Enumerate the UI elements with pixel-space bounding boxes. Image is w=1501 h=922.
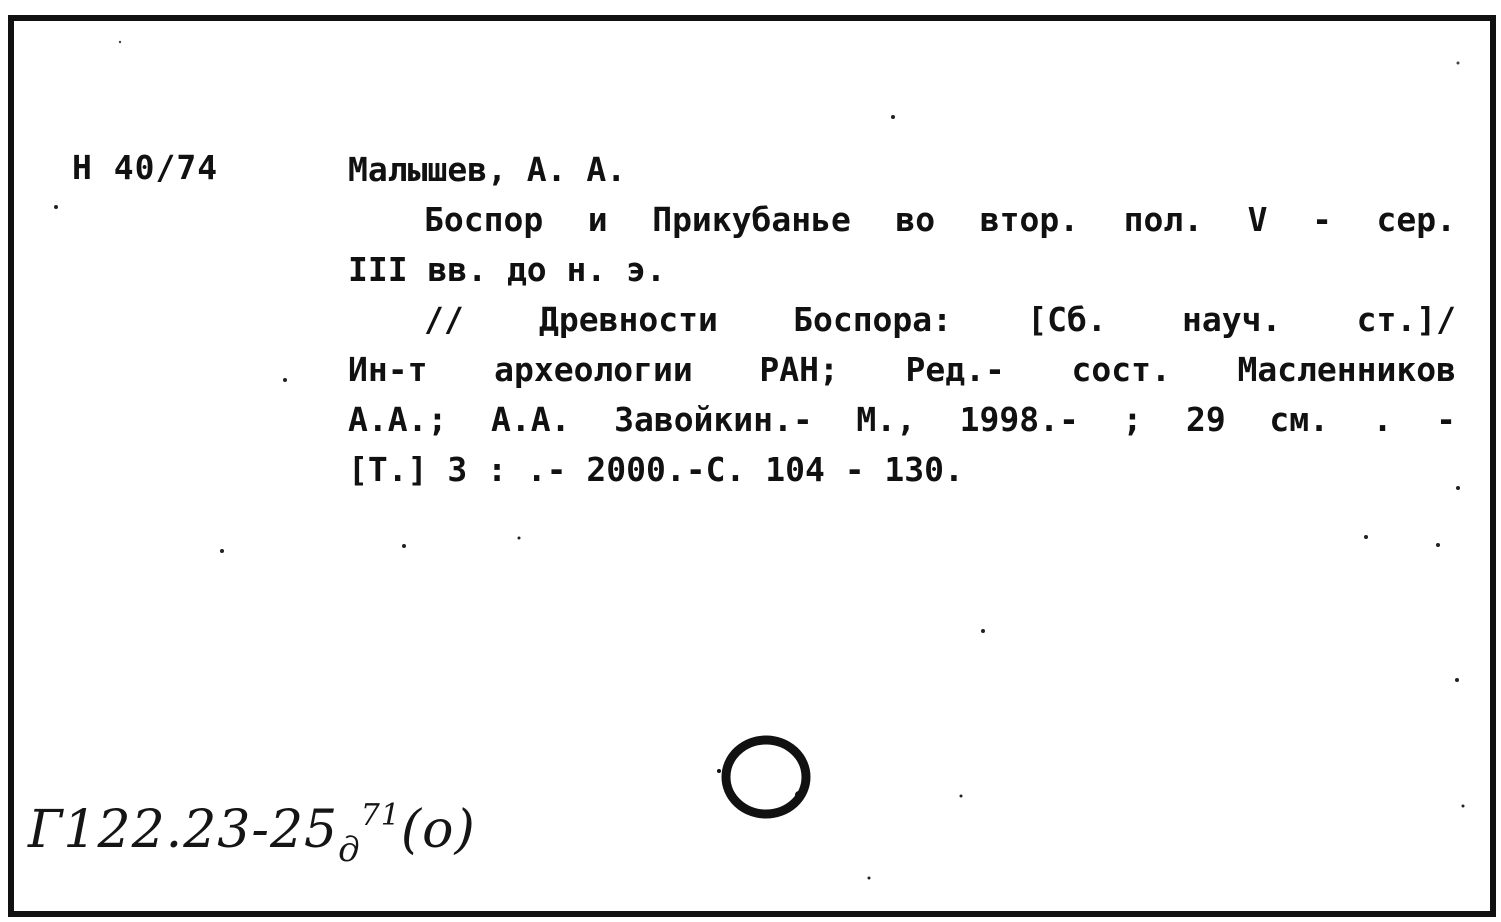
classification-code-main: Г122.23-25 <box>28 800 339 860</box>
punch-hole-icon <box>711 727 821 827</box>
classification-code-suffix: (о) <box>400 800 476 860</box>
title-line-2: III вв. до н. э. <box>348 250 666 289</box>
source-line-1: // Древности Боспора: [Сб. науч. ст.]/ <box>424 300 1456 339</box>
source-line-4: [Т.] 3 : .- 2000.-С. 104 - 130. <box>348 450 964 489</box>
title-line-1: Боспор и Прикубанье во втор. пол. V - сер. <box>424 200 1456 239</box>
shelf-mark: Н 40/74 <box>72 148 219 187</box>
classification-code-superscript: 71 <box>360 798 401 833</box>
source-line-3: А.А.; А.А. Завойкин.- М., 1998.- ; 29 см. . - <box>348 400 1456 439</box>
handwritten-classification-code <box>28 798 476 870</box>
author-heading: Малышев, А. А. <box>348 150 627 189</box>
bibliographic-entry <box>348 145 1456 495</box>
source-line-2: Ин-т археологии РАН; Ред.- сост. Масленников <box>348 350 1456 389</box>
classification-code-subscript: д <box>338 830 361 870</box>
